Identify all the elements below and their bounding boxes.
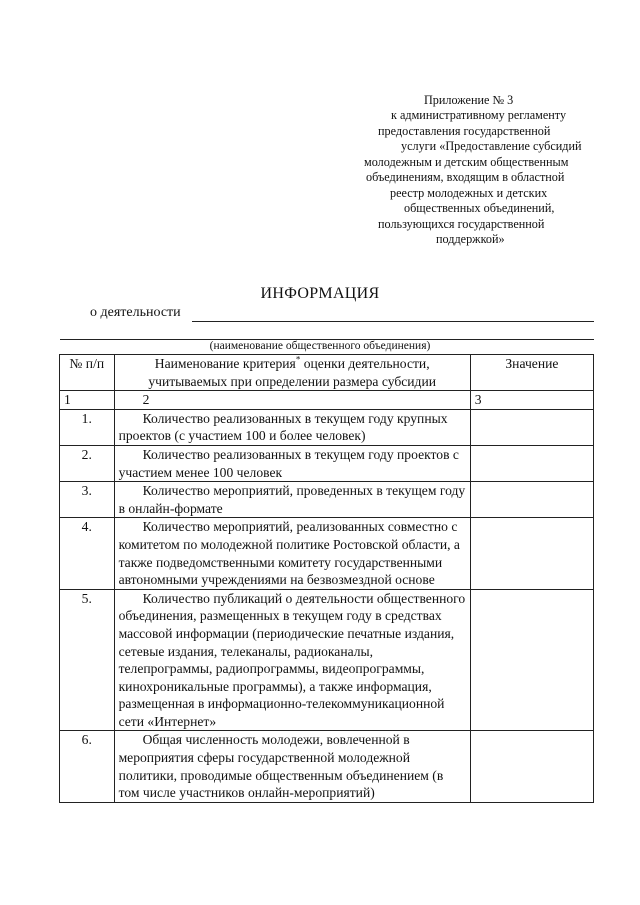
column-number-row: [60, 391, 594, 410]
row-name: Количество реализованных в текущем году крупных проектов (с участием 100 и более человек): [114, 409, 470, 445]
appendix-line: реестр молодежных и детских: [390, 186, 548, 200]
table-row: [60, 409, 594, 445]
table-header-row: [60, 355, 594, 391]
header-name: [114, 355, 470, 391]
appendix-line: пользующихся государственной: [378, 217, 545, 231]
row-num: 4.: [60, 518, 115, 589]
appendix-line: предоставления государственной: [378, 124, 551, 138]
footnote-mark: *: [295, 354, 301, 365]
appendix-line: молодежным и детским общественным: [364, 155, 569, 169]
row-num: 1.: [60, 409, 115, 445]
row-name: Количество мероприятий, проведенных в текущем году в онлайн-формате: [114, 482, 470, 518]
header-value: Значение: [470, 355, 593, 391]
row-name: Количество мероприятий, реализованных совместно с комитетом по молодежной политике Ростовской области, а также подведомственными комитету государственными автономными учреждениями на безвозмездной основе: [114, 518, 470, 589]
table-row: [60, 731, 594, 802]
row-num: 5.: [60, 589, 115, 731]
header-name-part2: оценки деятельности, учитываемых при определении размера субсидии: [148, 356, 437, 389]
row-name: Количество реализованных в текущем году проектов с участием менее 100 человек: [114, 445, 470, 481]
row-num: 6.: [60, 731, 115, 802]
row-value[interactable]: [470, 731, 593, 802]
row-value[interactable]: [470, 518, 593, 589]
column-number: 3: [470, 391, 593, 410]
column-number: 1: [60, 391, 115, 410]
row-name: Общая численность молодежи, вовлеченной в мероприятия сферы государственной молодежной политики, проводимые общественным объединением (в том числе участников онлайн-мероприятий): [114, 731, 470, 802]
org-name-caption: (наименование общественного объединения): [209, 340, 431, 352]
table-row: [60, 518, 594, 589]
document-title: ИНФОРМАЦИЯ: [260, 285, 380, 302]
row-name: Количество публикаций о деятельности общественного объединения, размещенных в текущем году в средствах массовой информации (периодические печатные издания, сетевые издания, телеканалы, радиоканалы, телепрограммы, радиопрограммы, видеопрограммы, кинохроникальные программы), а также информация, размещенная в информационно-телекоммуникационной сети «Интернет»: [114, 589, 470, 731]
appendix-line: к административному регламенту: [391, 108, 567, 122]
header-name-part1: Наименование критерия: [154, 356, 296, 371]
header-num: № п/п: [60, 355, 115, 391]
activity-label: о деятельности: [90, 305, 181, 320]
criteria-table: [59, 354, 594, 803]
row-value[interactable]: [470, 409, 593, 445]
column-number: 2: [114, 391, 470, 410]
row-value[interactable]: [470, 445, 593, 481]
row-num: 2.: [60, 445, 115, 481]
appendix-line: Приложение № 3: [424, 93, 514, 107]
appendix-line: услуги «Предоставление субсидий: [401, 139, 582, 153]
row-value[interactable]: [470, 482, 593, 518]
row-num: 3.: [60, 482, 115, 518]
appendix-line: объединениям, входящим в областной: [366, 170, 565, 184]
table-row: [60, 482, 594, 518]
appendix-line: общественных объединений,: [404, 201, 555, 215]
appendix-line: поддержкой»: [436, 232, 505, 246]
row-value[interactable]: [470, 589, 593, 731]
table-row: [60, 589, 594, 731]
org-name-underline: [192, 321, 594, 322]
table-row: [60, 445, 594, 481]
